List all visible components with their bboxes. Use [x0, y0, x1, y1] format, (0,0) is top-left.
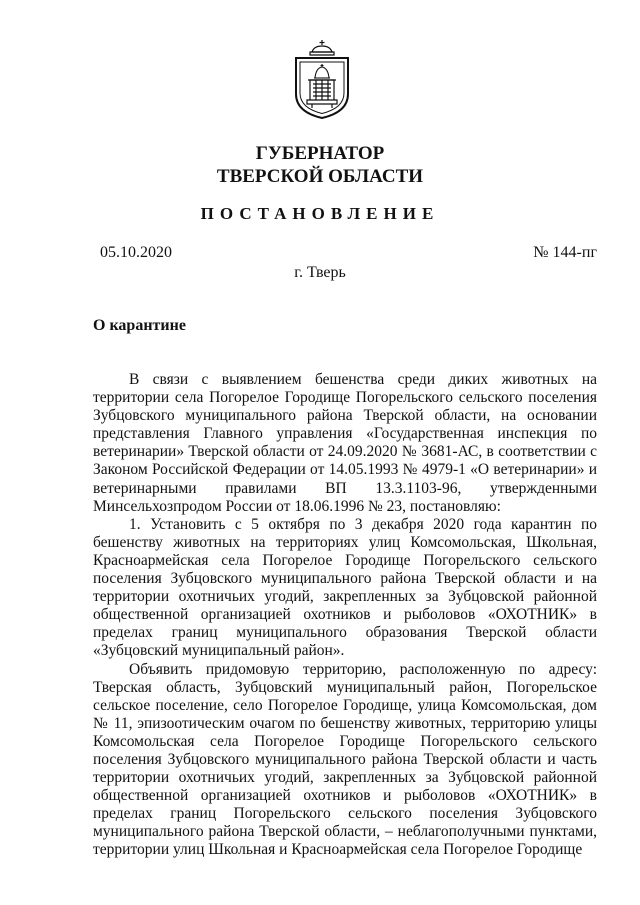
- document-type-heading: ПОСТАНОВЛЕНИЕ: [200, 204, 440, 223]
- document-number: № 144-пг: [533, 244, 597, 261]
- coat-of-arms-icon: [292, 38, 352, 120]
- document-body: [93, 371, 597, 860]
- governor-title: ГУБЕРНАТОР: [255, 143, 385, 164]
- region-title: ТВЕРСКОЙ ОБЛАСТИ: [216, 166, 424, 187]
- document-date: 05.10.2020: [100, 244, 172, 261]
- document-city: г. Тверь: [294, 264, 346, 281]
- body-paragraph: 1. Установить с 5 октября по 3 декабря 2020 года карантин по бешенству животных на территориях улиц Комсомольская, Школьная, Красноармейская села Погорелое Городище Погорельского сельского поселения Зубцовского муниципального района Тверской области и на территории охотничьих угодий, закрепленных за Зубцовской районной общественной организацией охотников и рыболовов «ОХОТНИК» в пределах границ муниципального образования Тверской области «Зубцовский муниципальный район».: [93, 515, 597, 660]
- document-subject: О карантине: [93, 317, 186, 334]
- body-paragraph: В связи с выявлением бешенства среди диких животных на территории села Погорелое Городище Погорельского сельского поселения Зубцовского муниципального района Тверской области, на основании представления Главного управления «Государственная инспекция по ветеринарии» Тверской области от 24.09.2020 № 3681-АС, в соответствии с Законом Российской Федерации от 14.05.1993 № 4979-1 «О ветеринарии» и ветеринарными правилами ВП 13.3.1103-96, утвержденными Минсельхозпродом России от 18.06.1996 № 23, постановляю:: [93, 371, 597, 515]
- body-paragraph: Объявить придомовую территорию, расположенную по адресу: Тверская область, Зубцовский муниципальный район, Погорельское сельское поселение, село Погорелое Городище, улица Комсомольская, дом № 11, эпизоотическим очагом по бешенству животных, территорию улицы Комсомольская села Погорелое Городище Погорельского сельского поселения Зубцовского муниципального района Тверской области и часть территории охотничьих угодий, закрепленных за Зубцовской районной общественной организацией охотников и рыболовов «ОХОТНИК» в пределах границ Погорельского сельского поселения Зубцовского муниципального района Тверской области, – неблагополучными пунктами, территории улиц Школьная и Красноармейская села Погорелое Городище: [93, 660, 597, 859]
